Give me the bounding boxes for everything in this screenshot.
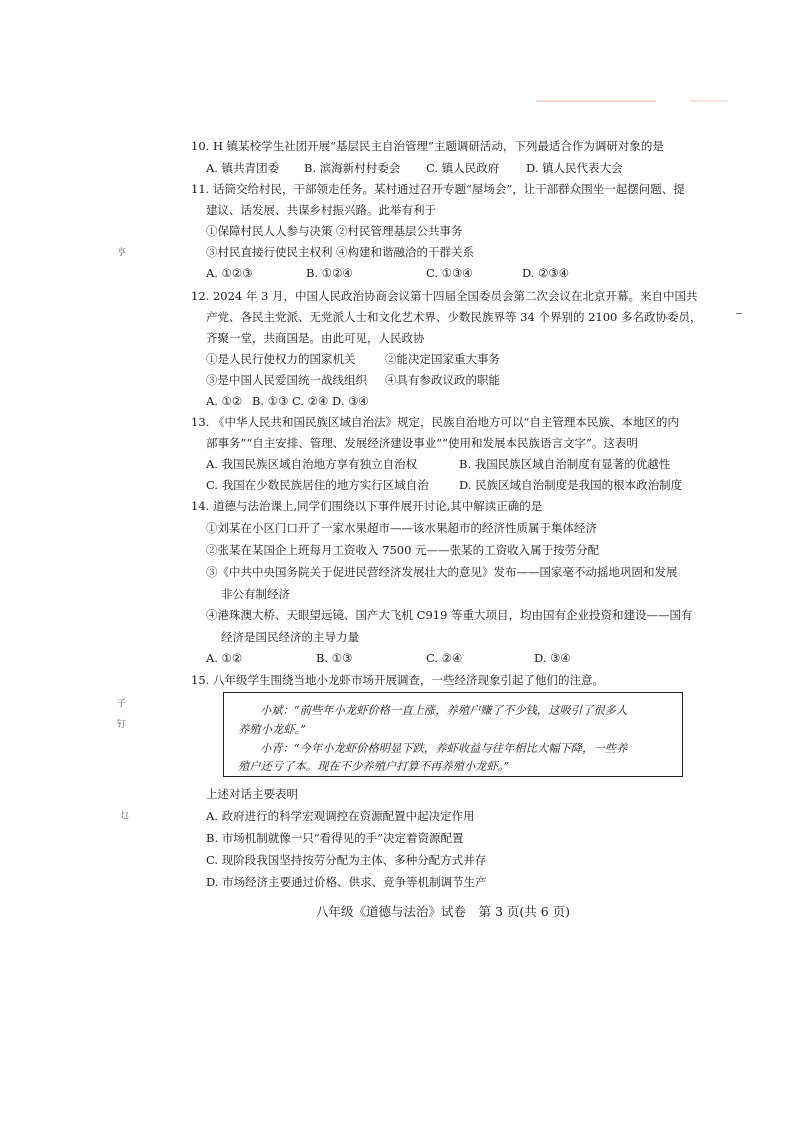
option-c: C. ②④: [426, 651, 463, 665]
q15-option-c: C. 现阶段我国坚持按劳分配为主体、多种分配方式并存: [206, 853, 487, 867]
option-a: A. 镇共青团委: [206, 161, 280, 175]
q15-stem: 15. 八年级学生围绕当地小龙虾市场开展调查，一些经济现象引起了他们的注意。: [191, 673, 604, 687]
option-d: D. 镇人民代表大会: [526, 161, 623, 175]
item-4: ④构建和谐融洽的干群关系: [336, 245, 474, 259]
option-d: D. 民族区域自治制度是我国的根本政治制度: [459, 478, 683, 492]
item-2: ②村民管理基层公共事务: [336, 224, 463, 238]
q11-stem-cont: 建议、话发展、共谋乡村振兴路。此举有利于: [206, 203, 436, 217]
q14-item-2: ②张某在某国企上班每月工资收入 7500 元——张某的工资收入属于按劳分配: [206, 543, 600, 557]
margin-mark: 乜: [120, 811, 130, 821]
q14-item-1: ①刘某在小区门口开了一家水果超市——该水果超市的经济性质属于集体经济: [206, 521, 597, 535]
q12-items-row1: [206, 352, 500, 366]
item-3: ③是中国人民爱国统一战线组织: [206, 373, 367, 387]
scan-artifact: [690, 100, 728, 102]
q14-item-3-cont: 非公有制经济: [221, 587, 290, 601]
option-c: C. 镇人民政府: [426, 161, 500, 175]
option-b: B. ①②④: [306, 266, 353, 280]
q12-items-row2: [206, 373, 500, 387]
item-2: ②能决定国家重大事务: [385, 352, 500, 366]
option-a: A. 我国民族区域自治地方享有独立自治权: [206, 457, 418, 471]
dialog-xiaobin: 小斌：“前些年小龙虾价格一直上涨，养殖户赚了不少钱，这吸引了很多人: [260, 704, 628, 717]
option-b: B. 我国民族区域自治制度有显著的优越性: [459, 457, 671, 471]
q14-item-4: ④港珠澳大桥、天眼望远镜、国产大飞机 C919 等重大项目，均由国有企业投资和建设——国有: [206, 608, 693, 622]
q13-options-row2: [206, 478, 682, 492]
margin-mark: 亨: [117, 248, 127, 258]
option-d: D. ②③④: [522, 266, 570, 280]
item-1: ①保障村民人人参与决策: [206, 224, 333, 238]
option-b: B. ①③: [252, 394, 289, 408]
q10-options: [206, 161, 623, 175]
dialog-xiaoqing-cont: 殖户还亏了本。现在不少养殖户打算不再养殖小龙虾。”: [238, 760, 510, 773]
q15-option-a: A. 政府进行的科学宏观调控在资源配置中起决定作用: [206, 809, 475, 823]
q14-options: [206, 651, 571, 665]
q12-stem: 12. 2024 年 3 月，中国人民政治协商会议第十四届全国委员会第二次会议在北京开幕。来自中国共: [191, 289, 698, 303]
scan-artifact: [736, 313, 742, 314]
q11-items-row2: [206, 245, 474, 259]
q12-stem-cont: 齐聚一堂，共商国是。由此可见，人民政协: [206, 331, 425, 345]
q12-stem-cont: 产党、各民主党派、无党派人士和文化艺术界、少数民族界等 34 个界别的 2100 多名政协委员，: [206, 310, 702, 324]
option-b: B. ①③: [316, 651, 353, 665]
q13-stem-cont: 部事务”“自主安排、管理、发展经济建设事业”“使用和发展本民族语言文字”。这表明: [206, 436, 638, 450]
dialog-xiaoqing: 小青：“今年小龙虾价格明显下跌，养虾收益与往年相比大幅下降，一些养: [260, 742, 628, 755]
q15-option-d: D. 市场经济主要通过价格、供求、竞争等机制调节生产: [206, 875, 487, 889]
q11-items-row1: [206, 224, 463, 238]
option-a: A. ①②: [206, 651, 243, 665]
option-b: B. 滨海新村村委会: [304, 161, 401, 175]
item-4: ④具有参政议政的职能: [385, 373, 500, 387]
page-footer: 八年级《道德与法治》试卷 第 3 页(共 6 页): [316, 904, 571, 919]
dialog-xiaobin-cont: 养殖小龙虾。”: [238, 723, 306, 736]
q10-stem: 10. H 镇某校学生社团开展“基层民主自治管理”主题调研活动，下列最适合作为调研对象的是: [191, 139, 664, 153]
option-a: A. ①②: [206, 394, 243, 408]
margin-mark: 钉: [117, 720, 127, 730]
q14-item-4-cont: 经济是国民经济的主导力量: [221, 630, 359, 644]
q11-stem: 11. 话筒交给村民，干部领走任务。某村通过召开专题“屋场会”，让干部群众围坐一起摆问题、提: [191, 182, 685, 196]
q14-item-3: ③《中共中央国务院关于促进民营经济发展壮大的意见》发布——国家毫不动摇地巩固和发展: [206, 565, 678, 579]
q13-stem: 13. 《中华人民共和国民族区域自治法》规定，民族自治地方可以“自主管理本民族、本地区的内: [191, 415, 679, 429]
item-1: ①是人民行使权力的国家机关: [206, 352, 356, 366]
dialog-box: [223, 692, 683, 777]
option-d: D. ③④: [534, 651, 571, 665]
item-3: ③村民直接行使民主权利: [206, 245, 333, 259]
option-c: C. 我国在少数民族居住的地方实行区域自治: [206, 478, 429, 492]
q12-options: [206, 394, 369, 408]
q13-options-row1: [206, 457, 670, 471]
scan-artifact: [536, 100, 656, 102]
option-c: C. ①③④: [426, 266, 473, 280]
q15-option-b: B. 市场机制就像一只“看得见的手”决定着资源配置: [206, 831, 464, 845]
margin-mark: 子: [117, 699, 127, 709]
option-c: C. ②④: [292, 394, 329, 408]
option-d: D. ③④: [332, 394, 369, 408]
q11-options: [206, 266, 569, 280]
q15-question: 上述对话主要表明: [206, 787, 298, 801]
option-a: A. ①②③: [206, 266, 253, 280]
q14-stem: 14. 道德与法治课上,同学们围绕以下事件展开讨论,其中解读正确的是: [191, 499, 543, 513]
